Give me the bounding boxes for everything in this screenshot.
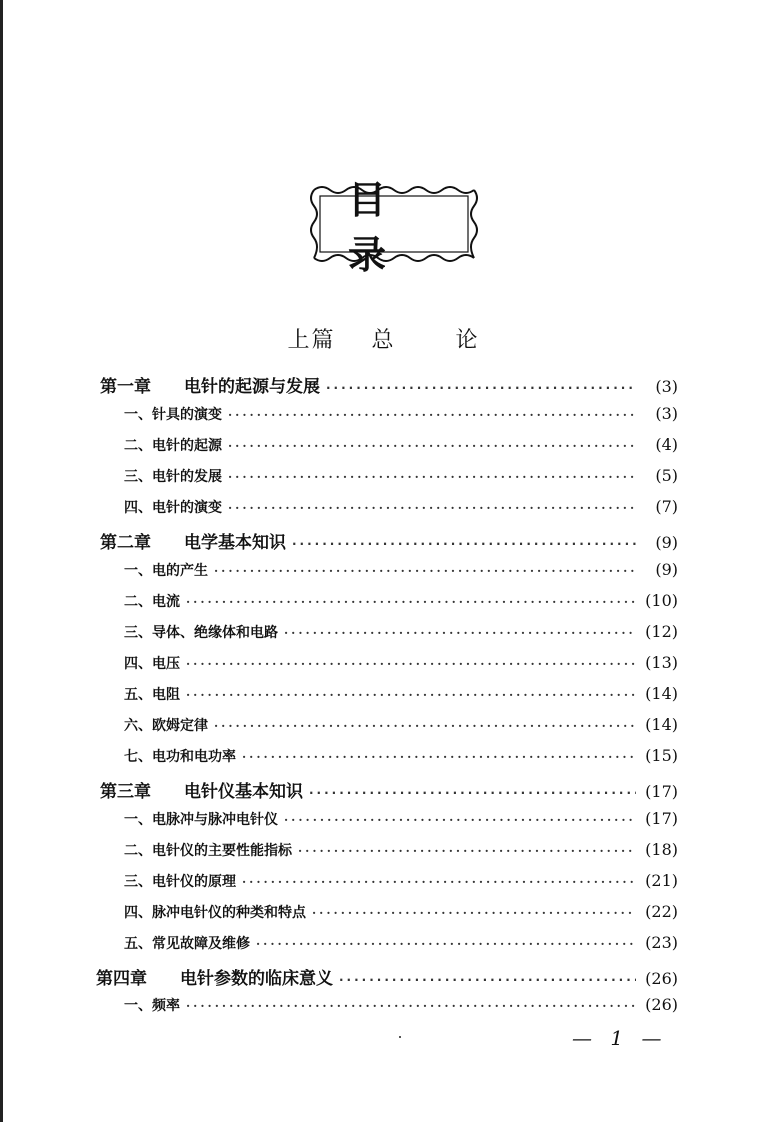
- item-title: 三、导体、绝缘体和电路: [124, 625, 278, 641]
- toc-item-row: [124, 622, 678, 650]
- page-ref: (3): [655, 404, 678, 423]
- page-ref: (23): [645, 933, 678, 952]
- toc-item-row: [124, 591, 678, 619]
- page-ref: (26): [645, 969, 678, 988]
- item-title: 四、脉冲电针仪的种类和特点: [124, 905, 306, 921]
- item-title: 四、电针的演变: [124, 500, 222, 516]
- toc-item-row: [124, 435, 678, 463]
- toc-item-row: [124, 995, 678, 1023]
- dot-leader: [312, 906, 636, 920]
- toc-item-row: [124, 684, 678, 712]
- toc-item-row: [124, 466, 678, 494]
- dot-leader: [186, 688, 636, 702]
- dot-leader: [298, 844, 636, 858]
- page-ref: (14): [645, 715, 678, 734]
- toc-chapter-row: [96, 964, 678, 992]
- dot-leader: [284, 813, 636, 827]
- chapter-number: 第二章: [100, 533, 151, 553]
- dot-leader: [228, 501, 636, 515]
- title-frame: [308, 178, 480, 277]
- dot-leader: [186, 595, 636, 609]
- page-ref: (7): [655, 497, 678, 516]
- page-title: 目录: [348, 178, 427, 277]
- page-ref: (26): [645, 995, 678, 1014]
- item-title: 一、电的产生: [124, 563, 208, 579]
- toc-item-row: [124, 746, 678, 774]
- dot-leader: [186, 999, 636, 1013]
- toc-item-row: [124, 840, 678, 868]
- dot-leader: [256, 937, 636, 951]
- section-heading: [0, 323, 767, 354]
- dot-leader: [228, 470, 636, 484]
- toc-item-row: [124, 871, 678, 899]
- item-title: 二、电流: [124, 594, 180, 610]
- toc-item-row: [124, 933, 678, 961]
- item-title: 四、电压: [124, 656, 180, 672]
- page-ref: (9): [655, 533, 678, 552]
- page-ref: (17): [645, 782, 678, 801]
- toc-chapter-row: [100, 372, 678, 400]
- section-word-1: 总: [371, 328, 396, 353]
- toc-item-row: [124, 715, 678, 743]
- chapter-title: 电针的起源与发展: [184, 377, 320, 397]
- page-ref: (4): [655, 435, 678, 454]
- item-title: 二、电针的起源: [124, 438, 222, 454]
- chapter-title: 电针参数的临床意义: [180, 969, 333, 989]
- dot-leader: [309, 786, 636, 800]
- item-title: 三、电针的发展: [124, 469, 222, 485]
- page-ref: (14): [645, 684, 678, 703]
- item-title: 一、针具的演变: [124, 407, 222, 423]
- toc-item-row: [124, 902, 678, 930]
- dot-leader: [228, 439, 636, 453]
- page-ref: (15): [645, 746, 678, 765]
- item-title: 一、电脉冲与脉冲电针仪: [124, 812, 278, 828]
- dot-leader: [284, 626, 636, 640]
- dot-leader: [242, 875, 636, 889]
- page-ref: (12): [645, 622, 678, 641]
- page-ref: (18): [645, 840, 678, 859]
- dot-leader: [214, 564, 636, 578]
- item-title: 一、频率: [124, 998, 180, 1014]
- chapter-title: 电针仪基本知识: [184, 782, 303, 802]
- item-title: 五、常见故障及维修: [124, 936, 250, 952]
- toc-item-row: [124, 560, 678, 588]
- ink-speck: [399, 1036, 401, 1038]
- section-part: 上篇: [287, 328, 336, 353]
- page-ref: (13): [645, 653, 678, 672]
- toc-item-row: [124, 404, 678, 432]
- toc-item-row: [124, 809, 678, 837]
- chapter-number: 第四章: [96, 969, 147, 989]
- page-number: — 1 —: [572, 1026, 668, 1050]
- dot-leader: [292, 537, 636, 551]
- dot-leader: [242, 750, 636, 764]
- toc-item-row: [124, 653, 678, 681]
- dot-leader: [339, 973, 636, 987]
- section-word-2: 论: [455, 328, 480, 353]
- page-ref: (17): [645, 809, 678, 828]
- item-title: 二、电针仪的主要性能指标: [124, 843, 292, 859]
- item-title: 七、电功和电功率: [124, 749, 236, 765]
- page-ref: (10): [645, 591, 678, 610]
- item-title: 五、电阻: [124, 687, 180, 703]
- item-title: 三、电针仪的原理: [124, 874, 236, 890]
- page-ref: (9): [655, 560, 678, 579]
- page-edge-rule: [0, 0, 3, 1122]
- page-ref: (22): [645, 902, 678, 921]
- dot-leader: [214, 719, 636, 733]
- page-ref: (5): [655, 466, 678, 485]
- page-ref: (3): [655, 377, 678, 396]
- item-title: 六、欧姆定律: [124, 718, 208, 734]
- chapter-number: 第三章: [100, 782, 151, 802]
- chapter-title: 电学基本知识: [184, 533, 286, 553]
- dot-leader: [186, 657, 636, 671]
- toc-chapter-row: [100, 777, 678, 805]
- chapter-number: 第一章: [100, 377, 151, 397]
- toc-chapter-row: [100, 528, 678, 556]
- dot-leader: [326, 381, 636, 395]
- toc-item-row: [124, 497, 678, 525]
- dot-leader: [228, 408, 636, 422]
- page-ref: (21): [645, 871, 678, 890]
